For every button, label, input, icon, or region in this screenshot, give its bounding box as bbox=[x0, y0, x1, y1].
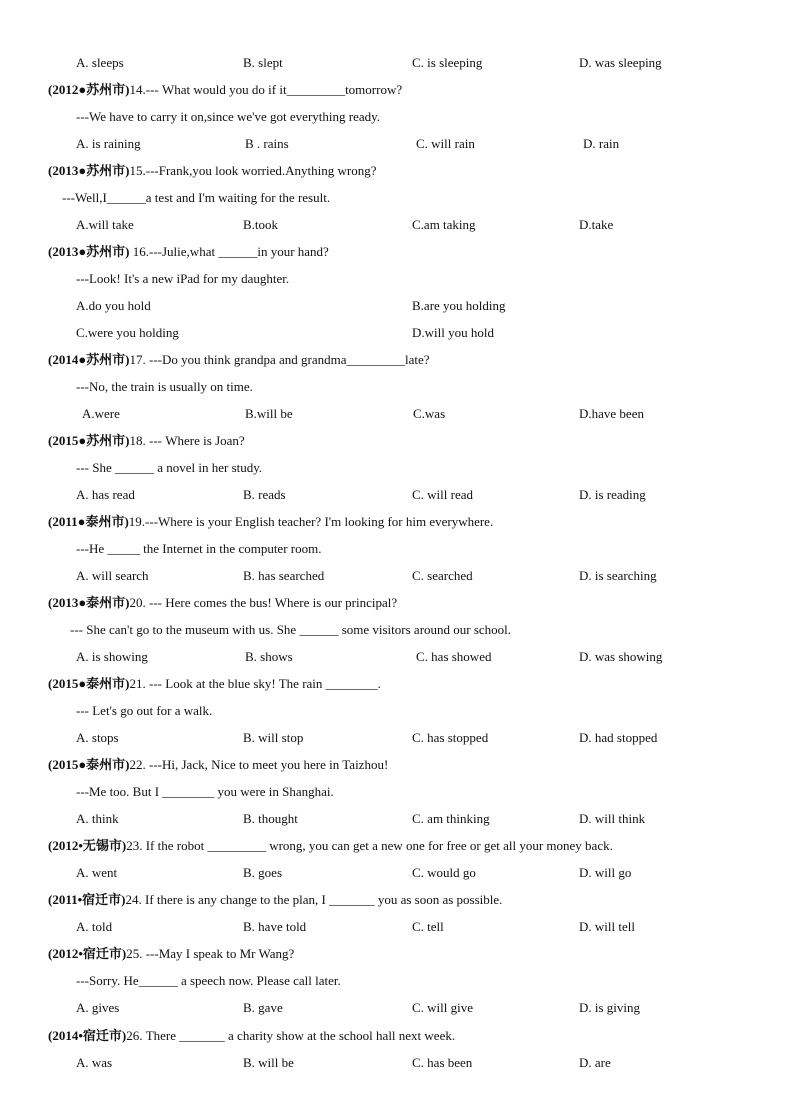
question-source: (2014●苏州市) bbox=[48, 352, 130, 367]
option-d: D. are bbox=[579, 1055, 611, 1070]
option-d: D. had stopped bbox=[579, 730, 658, 745]
dialog-line: ---Well,I______a test and I'm waiting for the result. bbox=[62, 190, 331, 205]
option-d: D. is giving bbox=[579, 1000, 641, 1015]
question-stem bbox=[48, 676, 381, 692]
question-text: 14.--- What would you do if it_________tomorrow? bbox=[129, 82, 403, 97]
option-d: D. was showing bbox=[579, 649, 663, 664]
option-a: A. is showing bbox=[76, 649, 148, 664]
option-c: C. has been bbox=[412, 1055, 473, 1070]
question-stem bbox=[48, 433, 245, 449]
option-b: B. will be bbox=[243, 1055, 294, 1070]
option-d: D.have been bbox=[579, 406, 644, 421]
option-d: D. is searching bbox=[579, 568, 657, 583]
question-source: (2014•宿迁市) bbox=[48, 1028, 127, 1043]
question-text: 15.---Frank,you look worried.Anything wrong? bbox=[129, 163, 377, 178]
question-source: (2015●泰州市) bbox=[48, 676, 130, 691]
option-a: A. went bbox=[76, 865, 118, 880]
option-a: A. stops bbox=[76, 730, 119, 745]
option-c: C. am thinking bbox=[412, 811, 490, 826]
option-b: B. will stop bbox=[243, 730, 304, 745]
option-d: D. rain bbox=[583, 136, 620, 151]
dialog-line: ---No, the train is usually on time. bbox=[76, 379, 253, 394]
option-c: C. has showed bbox=[416, 649, 492, 664]
option-b: B. goes bbox=[243, 865, 282, 880]
option-b: B. slept bbox=[243, 55, 283, 70]
option-b: B. has searched bbox=[243, 568, 325, 583]
question-text: 19.---Where is your English teacher? I'm looking for him everywhere. bbox=[128, 514, 494, 529]
dialog-line: --- She can't go to the museum with us. She ______ some visitors around our school. bbox=[70, 622, 512, 637]
option-c: C. is sleeping bbox=[412, 55, 483, 70]
option-a: A. gives bbox=[76, 1000, 120, 1015]
question-text: 21. --- Look at the blue sky! The rain ________. bbox=[129, 676, 381, 691]
dialog-line: ---We have to carry it on,since we've got everything ready. bbox=[76, 109, 381, 124]
dialog-line: ---Sorry. He______ a speech now. Please call later. bbox=[76, 973, 341, 988]
question-text: 17. ---Do you think grandpa and grandma_________late? bbox=[129, 352, 430, 367]
option-d: D. will go bbox=[579, 865, 632, 880]
option-c: C. will give bbox=[412, 1000, 474, 1015]
question-text: 18. --- Where is Joan? bbox=[129, 433, 245, 448]
question-source: (2015●泰州市) bbox=[48, 757, 130, 772]
option-d: D. will think bbox=[579, 811, 646, 826]
option-a: A. will search bbox=[76, 568, 149, 583]
option-b: B.took bbox=[243, 217, 279, 232]
question-text: 25. ---May I speak to Mr Wang? bbox=[126, 946, 295, 961]
option-a: A.were bbox=[82, 406, 120, 421]
option-c: C. searched bbox=[412, 568, 473, 583]
option-c: C. will read bbox=[412, 487, 474, 502]
option-c: C. would go bbox=[412, 865, 476, 880]
option-b: B . rains bbox=[245, 136, 289, 151]
question-text: 22. ---Hi, Jack, Nice to meet you here in Taizhou! bbox=[129, 757, 389, 772]
option-d: D. will tell bbox=[579, 919, 635, 934]
option-c: C.am taking bbox=[412, 217, 476, 232]
question-text: 16.---Julie,what ______in your hand? bbox=[129, 244, 329, 259]
dialog-line: ---He _____ the Internet in the computer room. bbox=[76, 541, 322, 556]
dialog-line: --- She ______ a novel in her study. bbox=[76, 460, 263, 475]
dialog-line: ---Me too. But I ________ you were in Shanghai. bbox=[76, 784, 334, 799]
question-stem bbox=[48, 514, 493, 530]
question-text: 24. If there is any change to the plan, I _______ you as soon as possible. bbox=[125, 892, 503, 907]
option-b: B.will be bbox=[245, 406, 293, 421]
question-stem bbox=[48, 1028, 455, 1044]
option-a: A. sleeps bbox=[76, 55, 124, 70]
question-source: (2012●苏州市) bbox=[48, 82, 130, 97]
question-text: 20. --- Here comes the bus! Where is our principal? bbox=[129, 595, 398, 610]
option-a: A.will take bbox=[76, 217, 134, 232]
option-d: D. was sleeping bbox=[579, 55, 662, 70]
option-c: C.were you holding bbox=[76, 325, 179, 340]
question-source: (2015●苏州市) bbox=[48, 433, 130, 448]
option-c: C. tell bbox=[412, 919, 444, 934]
question-stem bbox=[48, 595, 397, 611]
option-d: D.will you hold bbox=[412, 325, 494, 340]
question-stem bbox=[48, 892, 502, 908]
option-a: A. told bbox=[76, 919, 113, 934]
question-source: (2011•宿迁市) bbox=[48, 892, 126, 907]
dialog-line: --- Let's go out for a walk. bbox=[76, 703, 213, 718]
option-b: B. reads bbox=[243, 487, 286, 502]
option-a: A. was bbox=[76, 1055, 113, 1070]
question-stem bbox=[48, 163, 376, 179]
question-stem bbox=[48, 838, 613, 854]
option-b: B. thought bbox=[243, 811, 298, 826]
question-text: 23. If the robot _________ wrong, you can get a new one for free or get all your money back. bbox=[126, 838, 613, 853]
option-a: A. has read bbox=[76, 487, 135, 502]
option-b: B.are you holding bbox=[412, 298, 506, 313]
option-b: B. have told bbox=[243, 919, 307, 934]
option-a: A. think bbox=[76, 811, 119, 826]
question-source: (2013●苏州市) bbox=[48, 244, 130, 259]
question-stem bbox=[48, 82, 402, 98]
option-b: B. gave bbox=[243, 1000, 283, 1015]
question-source: (2013●泰州市) bbox=[48, 595, 130, 610]
option-c: C.was bbox=[413, 406, 446, 421]
question-stem bbox=[48, 244, 329, 260]
option-a: A. is raining bbox=[76, 136, 141, 151]
question-text: 26. There _______ a charity show at the school hall next week. bbox=[126, 1028, 456, 1043]
option-c: C. will rain bbox=[416, 136, 475, 151]
option-d: D. is reading bbox=[579, 487, 646, 502]
question-stem bbox=[48, 352, 430, 368]
question-source: (2011●泰州市) bbox=[48, 514, 129, 529]
question-stem bbox=[48, 757, 388, 773]
option-a: A.do you hold bbox=[76, 298, 151, 313]
dialog-line: ---Look! It's a new iPad for my daughter. bbox=[76, 271, 290, 286]
question-source: (2013●苏州市) bbox=[48, 163, 130, 178]
question-stem bbox=[48, 946, 294, 962]
option-d: D.take bbox=[579, 217, 614, 232]
question-source: (2012•无锡市) bbox=[48, 838, 127, 853]
question-source: (2012•宿迁市) bbox=[48, 946, 127, 961]
option-c: C. has stopped bbox=[412, 730, 489, 745]
option-b: B. shows bbox=[245, 649, 293, 664]
